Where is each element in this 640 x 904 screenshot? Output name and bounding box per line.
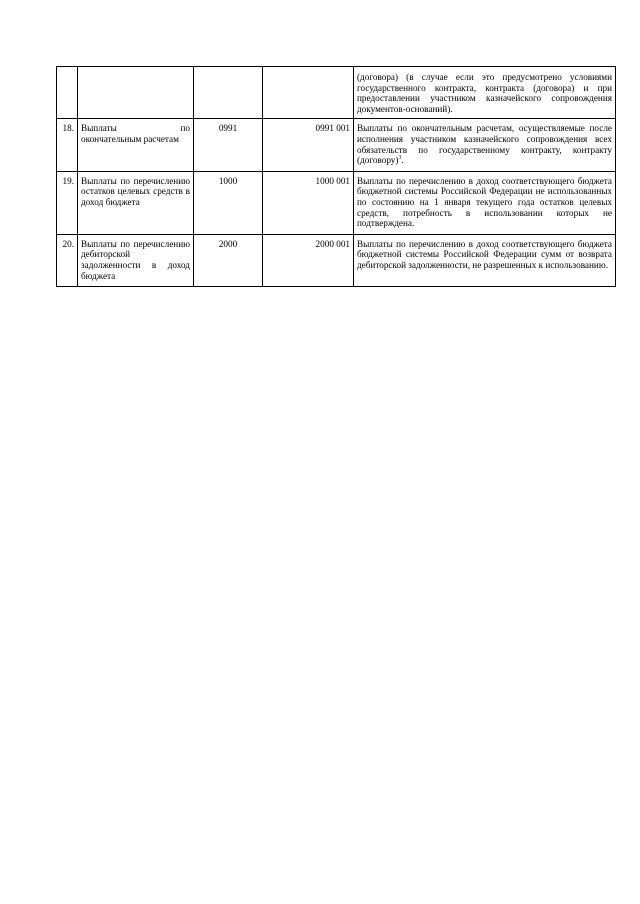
table-row xyxy=(57,234,616,286)
table-row xyxy=(57,171,616,234)
table-row xyxy=(57,119,616,171)
payment-code-cell: 1000 xyxy=(194,171,263,234)
payment-description-cell: (договора) (в случае если это предусмотрено условиями государственного контракта, контракта (договора) и при предоставлении участником казначейского сопровождения документов-оснований). xyxy=(354,67,616,119)
payment-description-cell xyxy=(354,119,616,171)
payments-table xyxy=(56,66,616,287)
row-number-cell xyxy=(57,67,78,119)
payment-name-cell: Выплаты по перечислению остатков целевых средств в доход бюджета xyxy=(78,171,194,234)
table-row-continuation xyxy=(57,67,616,119)
payment-name-cell: Выплаты по перечислению дебиторской задолженности в доход бюджета xyxy=(78,234,194,286)
row-number-cell: 19. xyxy=(57,171,78,234)
payment-description-cell: Выплаты по перечислению в доход соответствующего бюджета бюджетной системы Российской Федерации сумм от возврата дебиторской задолженности, не разрешенных к использованию. xyxy=(354,234,616,286)
payment-subcode-cell: 1000 001 xyxy=(263,171,354,234)
payment-name-cell: Выплаты по окончательным расчетам xyxy=(78,119,194,171)
payment-code-cell: 2000 xyxy=(194,234,263,286)
payment-name-cell xyxy=(78,67,194,119)
payment-subcode-cell xyxy=(263,67,354,119)
row-number-cell: 20. xyxy=(57,234,78,286)
description-text: Выплаты по окончательным расчетам, осуществляемые после исполнения участником казначейского сопровождения всех обязательств по государственному контракту, контракту (договору) xyxy=(357,123,612,166)
footnote-marker: 3 xyxy=(398,155,402,162)
payment-subcode-cell: 2000 001 xyxy=(263,234,354,286)
payment-code-cell xyxy=(194,67,263,119)
payment-description-cell: Выплаты по перечислению в доход соответствующего бюджета бюджетной системы Российской Федерации не использованных по состоянию на 1 января текущего года остатков целевых средств, потребность в использовании которых не подтверждена. xyxy=(354,171,616,234)
payment-code-cell: 0991 xyxy=(194,119,263,171)
payment-subcode-cell: 0991 001 xyxy=(263,119,354,171)
description-end: . xyxy=(401,155,404,166)
row-number-cell: 18. xyxy=(57,119,78,171)
